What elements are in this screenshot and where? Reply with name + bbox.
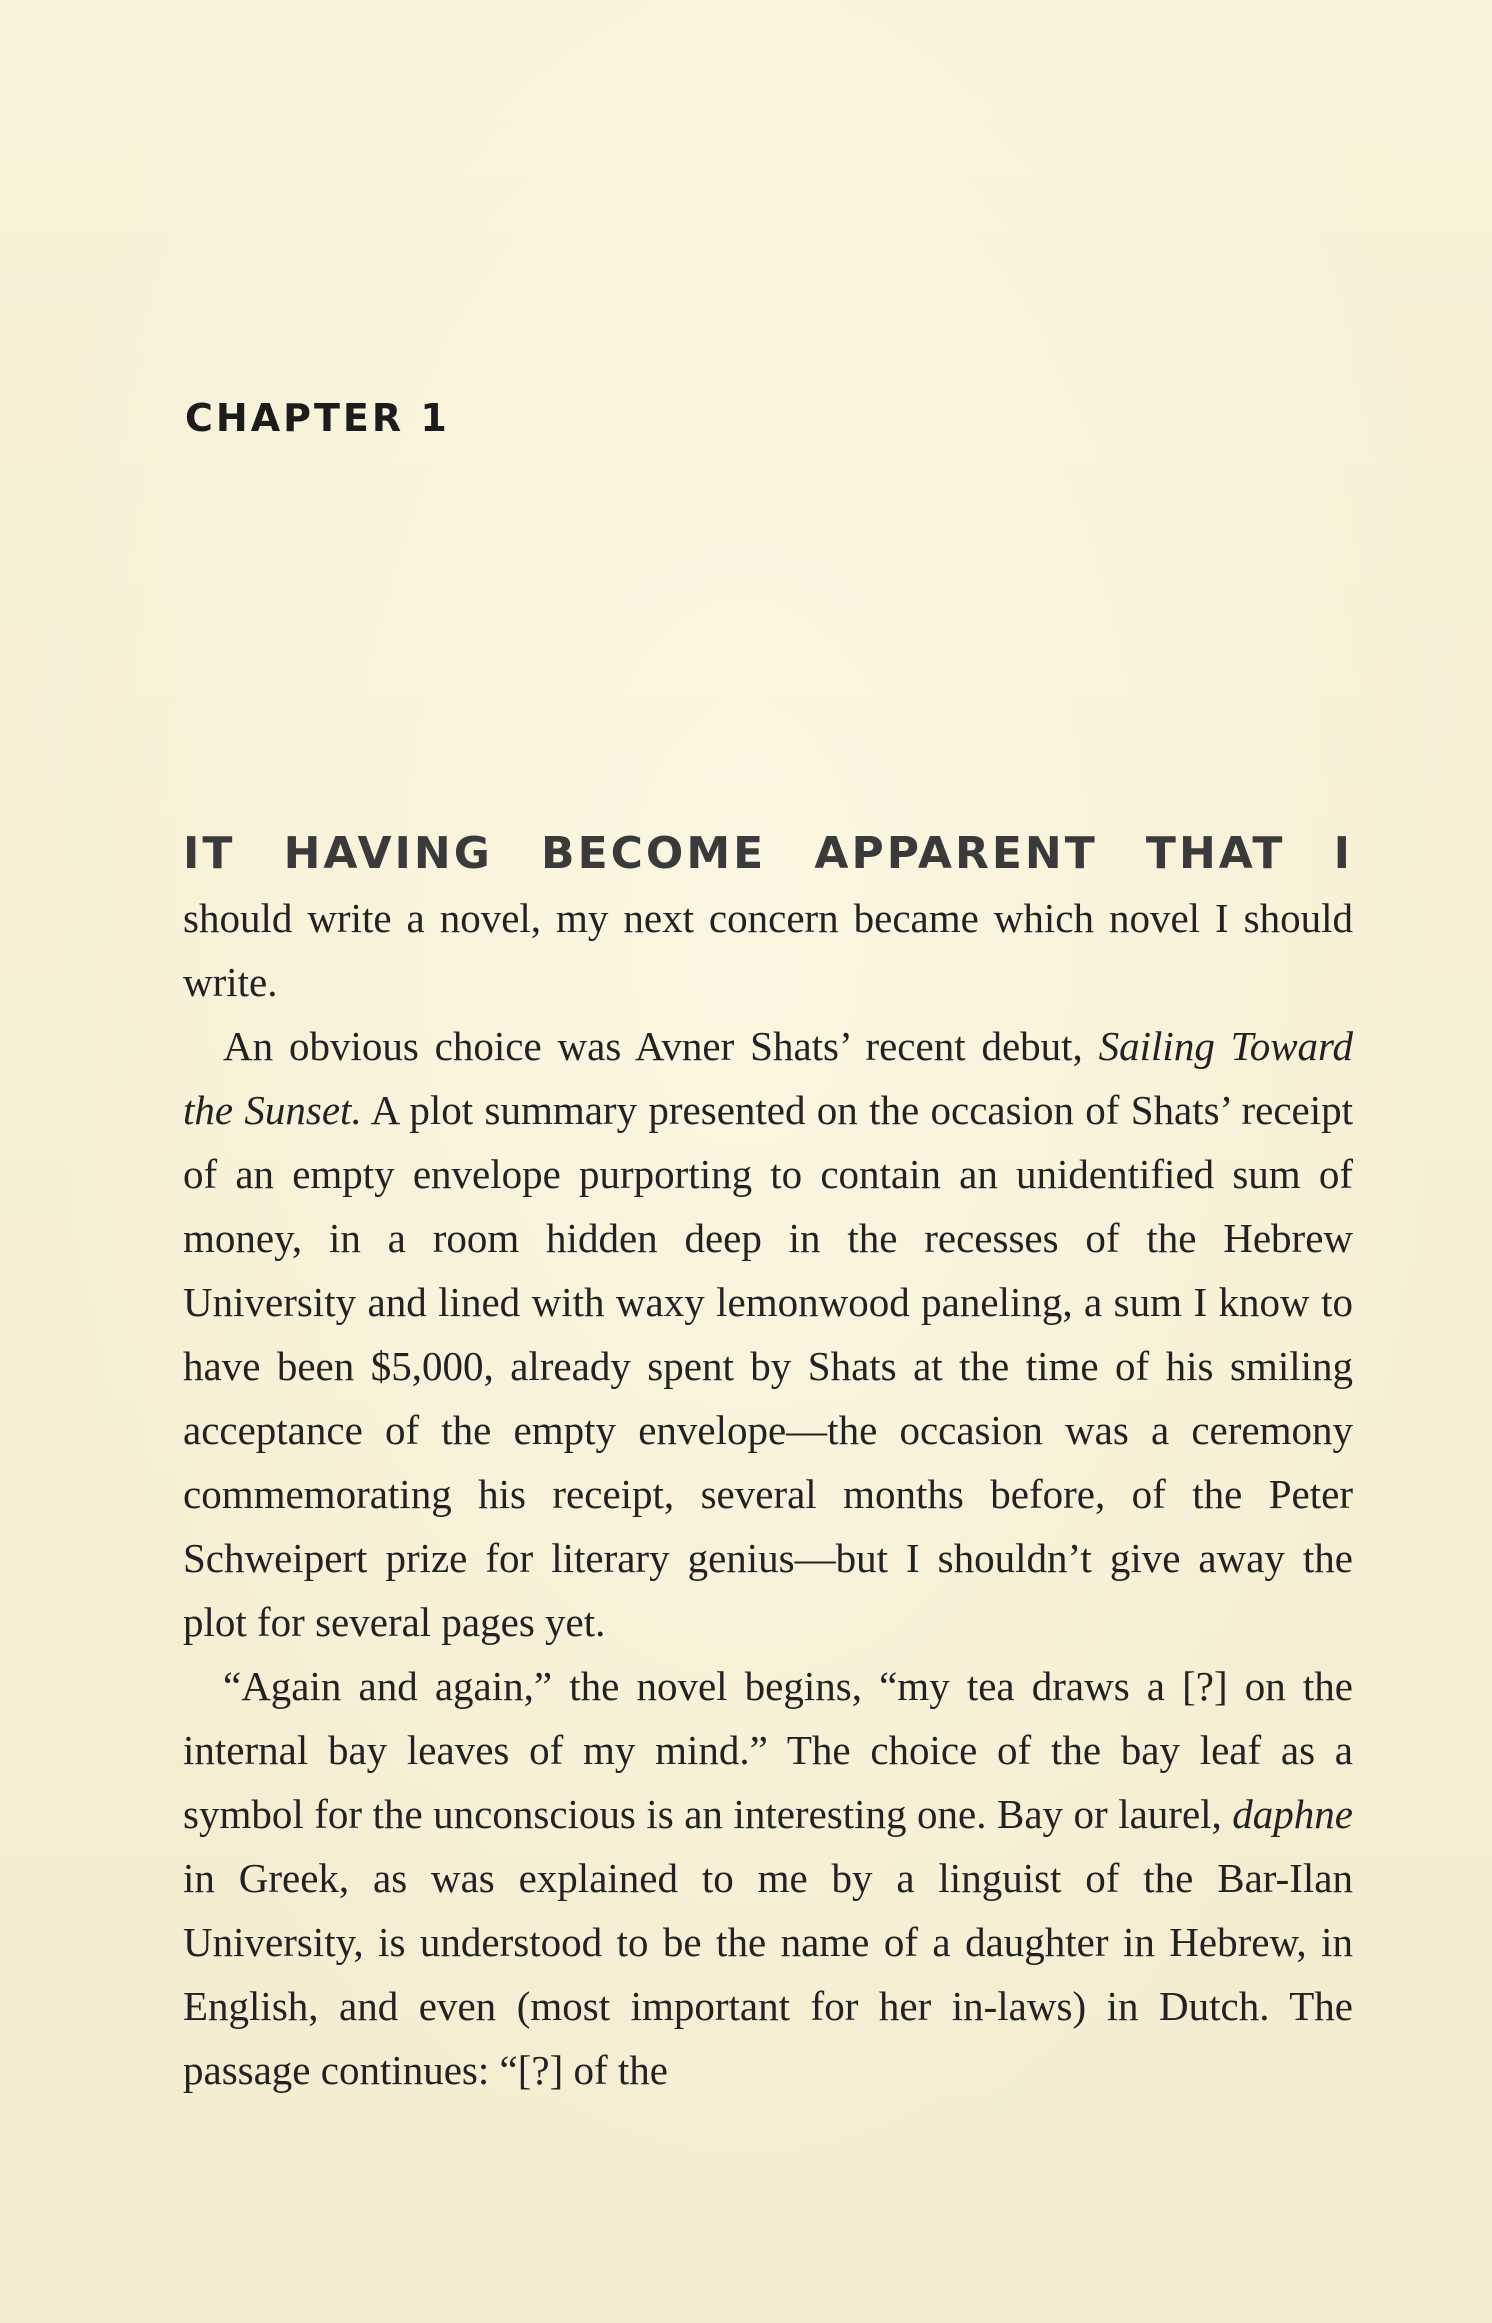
greek-word: daphne	[1232, 1791, 1353, 1837]
paragraph-2	[183, 1014, 1353, 1654]
paragraph-2-rest: A plot summary presented on the occasion of Shats’ receipt of an empty envelope purporting to contain an unidentified sum of money, in a room hidden deep in the recesses of the Hebrew University and lined with waxy lemonwood paneling, a sum I know to have been $5,000, already spent by Shats at the time of his smiling acceptance of the empty envelope—the occasion was a ceremony commemorating his receipt, several months before, of the Peter Schweipert prize for literary genius—but I shouldn’t give away the plot for several pages yet.	[183, 1087, 1354, 1645]
paragraph-3-rest: in Greek, as was explained to me by a linguist of the Bar-Ilan University, is understood to be the name of a daughter in Hebrew, in English, and even (most important for her in-laws) in Dutch. The passage continues: “[?] of the	[183, 1855, 1353, 2093]
paragraph-2-lead: An obvious choice was Avner Shats’ recent debut,	[223, 1023, 1099, 1069]
paragraph-3-lead: “Again and again,” the novel begins, “my tea draws a [?] on the internal bay leaves of my mind.” The choice of the bay leaf as a symbol for the unconscious is an interesting one. Bay or laurel,	[183, 1663, 1353, 1837]
opening-small-caps: IT HAVING BECOME APPARENT THAT I	[183, 828, 1353, 879]
chapter-body	[183, 822, 1353, 2102]
paragraph-3	[183, 1654, 1353, 2102]
novel-title: Sailing Toward the Sunset.	[183, 1023, 1353, 1133]
chapter-heading: CHAPTER 1	[185, 396, 450, 440]
paragraph-1: should write a novel, my next concern became which novel I should write.	[183, 895, 1353, 1005]
